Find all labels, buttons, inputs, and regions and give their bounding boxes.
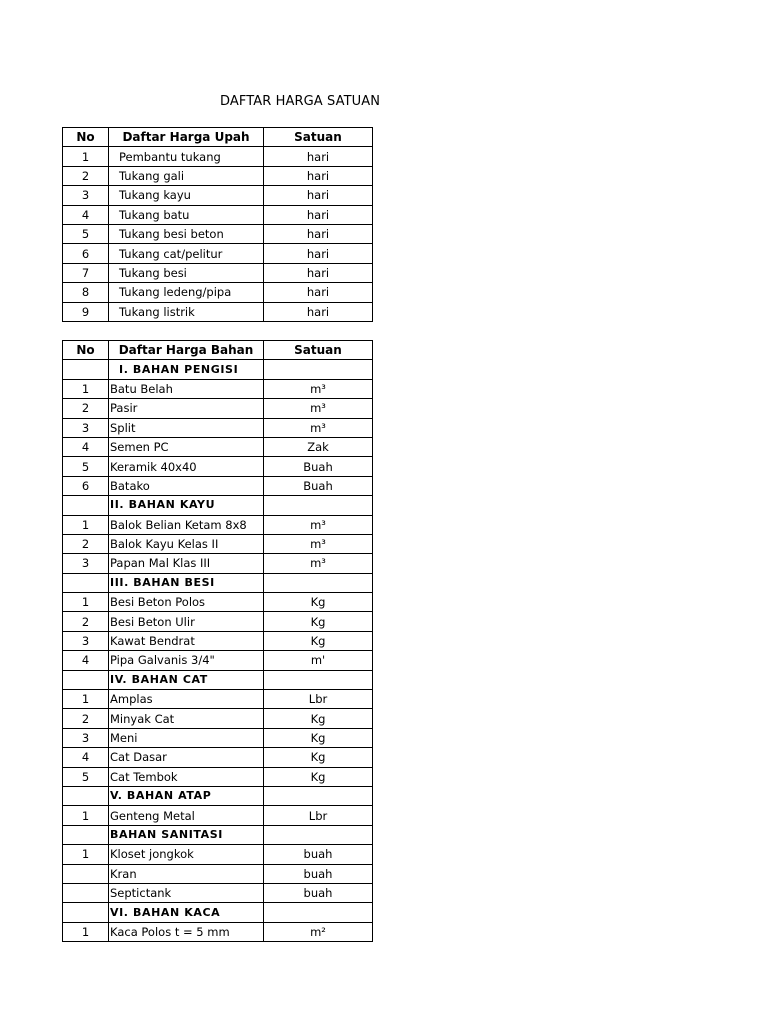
cell-name: Batu Belah xyxy=(109,379,264,398)
cell-no-empty xyxy=(63,825,109,844)
cell-name: Tukang kayu xyxy=(109,186,264,205)
cell-no: 4 xyxy=(63,651,109,670)
table-row xyxy=(63,612,373,631)
cell-unit: hari xyxy=(264,302,373,321)
cell-no: 6 xyxy=(63,244,109,263)
cell-unit: Buah xyxy=(264,457,373,476)
cell-no: 2 xyxy=(63,612,109,631)
cell-no: 3 xyxy=(63,728,109,747)
labor-price-table xyxy=(62,127,373,322)
cell-unit: Lbr xyxy=(264,806,373,825)
table-row xyxy=(63,379,373,398)
cell-name: Tukang cat/pelitur xyxy=(109,244,264,263)
cell-name: Tukang gali xyxy=(109,166,264,185)
cell-no: 2 xyxy=(63,399,109,418)
table-row xyxy=(63,283,373,302)
table-row xyxy=(63,554,373,573)
cell-no xyxy=(63,883,109,902)
table-row xyxy=(63,709,373,728)
cell-unit: Kg xyxy=(264,612,373,631)
cell-unit: hari xyxy=(264,263,373,282)
cell-unit-empty xyxy=(264,496,373,515)
cell-unit-empty xyxy=(264,786,373,805)
cell-no: 8 xyxy=(63,283,109,302)
cell-name: Cat Tembok xyxy=(109,767,264,786)
cell-no-empty xyxy=(63,496,109,515)
table-row xyxy=(63,263,373,282)
table-row xyxy=(63,651,373,670)
cell-unit: Kg xyxy=(264,767,373,786)
cell-unit: m³ xyxy=(264,554,373,573)
cell-unit: hari xyxy=(264,186,373,205)
cell-unit-empty xyxy=(264,670,373,689)
cell-no: 9 xyxy=(63,302,109,321)
cell-name: Besi Beton Ulir xyxy=(109,612,264,631)
section-label: II. BAHAN KAYU xyxy=(109,496,264,515)
table-row xyxy=(63,418,373,437)
section-label: BAHAN SANITASI xyxy=(109,825,264,844)
cell-unit-empty xyxy=(264,360,373,379)
section-row xyxy=(63,670,373,689)
cell-no: 2 xyxy=(63,534,109,553)
table-row xyxy=(63,302,373,321)
cell-unit: hari xyxy=(264,166,373,185)
table-row xyxy=(63,515,373,534)
cell-no: 7 xyxy=(63,263,109,282)
table-row xyxy=(63,767,373,786)
cell-no: 4 xyxy=(63,205,109,224)
cell-unit: m³ xyxy=(264,379,373,398)
cell-name: Tukang ledeng/pipa xyxy=(109,283,264,302)
cell-name: Tukang besi beton xyxy=(109,224,264,243)
header-unit: Satuan xyxy=(264,128,373,147)
cell-name: Kloset jongkok xyxy=(109,845,264,864)
cell-name: Amplas xyxy=(109,690,264,709)
cell-no: 4 xyxy=(63,748,109,767)
cell-unit: hari xyxy=(264,283,373,302)
cell-no: 1 xyxy=(63,515,109,534)
cell-name: Split xyxy=(109,418,264,437)
section-row xyxy=(63,573,373,592)
table-row xyxy=(63,922,373,941)
cell-no: 1 xyxy=(63,690,109,709)
cell-unit: buah xyxy=(264,883,373,902)
cell-name: Kawat Bendrat xyxy=(109,631,264,650)
section-row xyxy=(63,903,373,922)
cell-unit-empty xyxy=(264,903,373,922)
cell-name: Tukang listrik xyxy=(109,302,264,321)
cell-no: 5 xyxy=(63,224,109,243)
cell-unit: buah xyxy=(264,845,373,864)
table-row xyxy=(63,147,373,166)
cell-name: Meni xyxy=(109,728,264,747)
table-row xyxy=(63,399,373,418)
material-price-table xyxy=(62,340,373,942)
cell-name: Minyak Cat xyxy=(109,709,264,728)
cell-no: 3 xyxy=(63,186,109,205)
section-row xyxy=(63,825,373,844)
cell-name: Cat Dasar xyxy=(109,748,264,767)
table-row xyxy=(63,883,373,902)
cell-no: 5 xyxy=(63,767,109,786)
cell-name: Genteng Metal xyxy=(109,806,264,825)
cell-name: Semen PC xyxy=(109,437,264,456)
table-row xyxy=(63,864,373,883)
header-name: Daftar Harga Upah xyxy=(109,128,264,147)
cell-unit-empty xyxy=(264,573,373,592)
cell-no-empty xyxy=(63,360,109,379)
table-header-row xyxy=(63,128,373,147)
cell-no: 2 xyxy=(63,709,109,728)
table-header-row xyxy=(63,341,373,360)
cell-unit: hari xyxy=(264,224,373,243)
section-row xyxy=(63,496,373,515)
cell-no-empty xyxy=(63,670,109,689)
section-label: V. BAHAN ATAP xyxy=(109,786,264,805)
cell-unit: Kg xyxy=(264,748,373,767)
table-row xyxy=(63,593,373,612)
cell-unit: Kg xyxy=(264,631,373,650)
section-label: VI. BAHAN KACA xyxy=(109,903,264,922)
cell-unit: Kg xyxy=(264,728,373,747)
table-row xyxy=(63,534,373,553)
table-row xyxy=(63,224,373,243)
cell-name: Pembantu tukang xyxy=(109,147,264,166)
cell-unit: buah xyxy=(264,864,373,883)
header-name: Daftar Harga Bahan xyxy=(109,341,264,360)
section-row xyxy=(63,786,373,805)
cell-unit: m³ xyxy=(264,534,373,553)
cell-no: 1 xyxy=(63,922,109,941)
cell-name: Kran xyxy=(109,864,264,883)
cell-name: Batako xyxy=(109,476,264,495)
table-row xyxy=(63,244,373,263)
cell-name: Tukang batu xyxy=(109,205,264,224)
table-row xyxy=(63,205,373,224)
section-label: III. BAHAN BESI xyxy=(109,573,264,592)
header-no: No xyxy=(63,341,109,360)
cell-no: 3 xyxy=(63,418,109,437)
table-row xyxy=(63,457,373,476)
cell-name: Pipa Galvanis 3/4" xyxy=(109,651,264,670)
cell-unit: Buah xyxy=(264,476,373,495)
cell-unit: Kg xyxy=(264,593,373,612)
table-row xyxy=(63,476,373,495)
header-no: No xyxy=(63,128,109,147)
cell-no-empty xyxy=(63,573,109,592)
cell-unit: m³ xyxy=(264,399,373,418)
cell-unit: hari xyxy=(264,205,373,224)
cell-unit: hari xyxy=(264,244,373,263)
cell-unit: Zak xyxy=(264,437,373,456)
cell-name: Kaca Polos t = 5 mm xyxy=(109,922,264,941)
table-row xyxy=(63,437,373,456)
cell-unit: m³ xyxy=(264,515,373,534)
table-row xyxy=(63,690,373,709)
cell-unit: m³ xyxy=(264,418,373,437)
cell-unit: hari xyxy=(264,147,373,166)
section-label: I. BAHAN PENGISI xyxy=(109,360,264,379)
table-row xyxy=(63,806,373,825)
cell-no: 1 xyxy=(63,845,109,864)
cell-no: 3 xyxy=(63,554,109,573)
table-row xyxy=(63,631,373,650)
cell-no xyxy=(63,864,109,883)
cell-no: 4 xyxy=(63,437,109,456)
table-row xyxy=(63,166,373,185)
cell-no: 1 xyxy=(63,806,109,825)
cell-no: 3 xyxy=(63,631,109,650)
header-unit: Satuan xyxy=(264,341,373,360)
cell-unit: m' xyxy=(264,651,373,670)
table-row xyxy=(63,186,373,205)
cell-unit-empty xyxy=(264,825,373,844)
cell-no: 2 xyxy=(63,166,109,185)
cell-no: 1 xyxy=(63,147,109,166)
cell-unit: m² xyxy=(264,922,373,941)
cell-unit: Lbr xyxy=(264,690,373,709)
section-label: IV. BAHAN CAT xyxy=(109,670,264,689)
table-row xyxy=(63,845,373,864)
table-row xyxy=(63,728,373,747)
cell-name: Papan Mal Klas III xyxy=(109,554,264,573)
cell-name: Keramik 40x40 xyxy=(109,457,264,476)
cell-no: 5 xyxy=(63,457,109,476)
cell-name: Balok Belian Ketam 8x8 xyxy=(109,515,264,534)
cell-name: Septictank xyxy=(109,883,264,902)
section-row xyxy=(63,360,373,379)
cell-no-empty xyxy=(63,786,109,805)
cell-name: Tukang besi xyxy=(109,263,264,282)
sheet-title: DAFTAR HARGA SATUAN xyxy=(220,94,380,109)
cell-name: Besi Beton Polos xyxy=(109,593,264,612)
cell-name: Pasir xyxy=(109,399,264,418)
cell-unit: Kg xyxy=(264,709,373,728)
cell-no: 6 xyxy=(63,476,109,495)
cell-name: Balok Kayu Kelas II xyxy=(109,534,264,553)
cell-no: 1 xyxy=(63,593,109,612)
table-row xyxy=(63,748,373,767)
cell-no: 1 xyxy=(63,379,109,398)
cell-no-empty xyxy=(63,903,109,922)
